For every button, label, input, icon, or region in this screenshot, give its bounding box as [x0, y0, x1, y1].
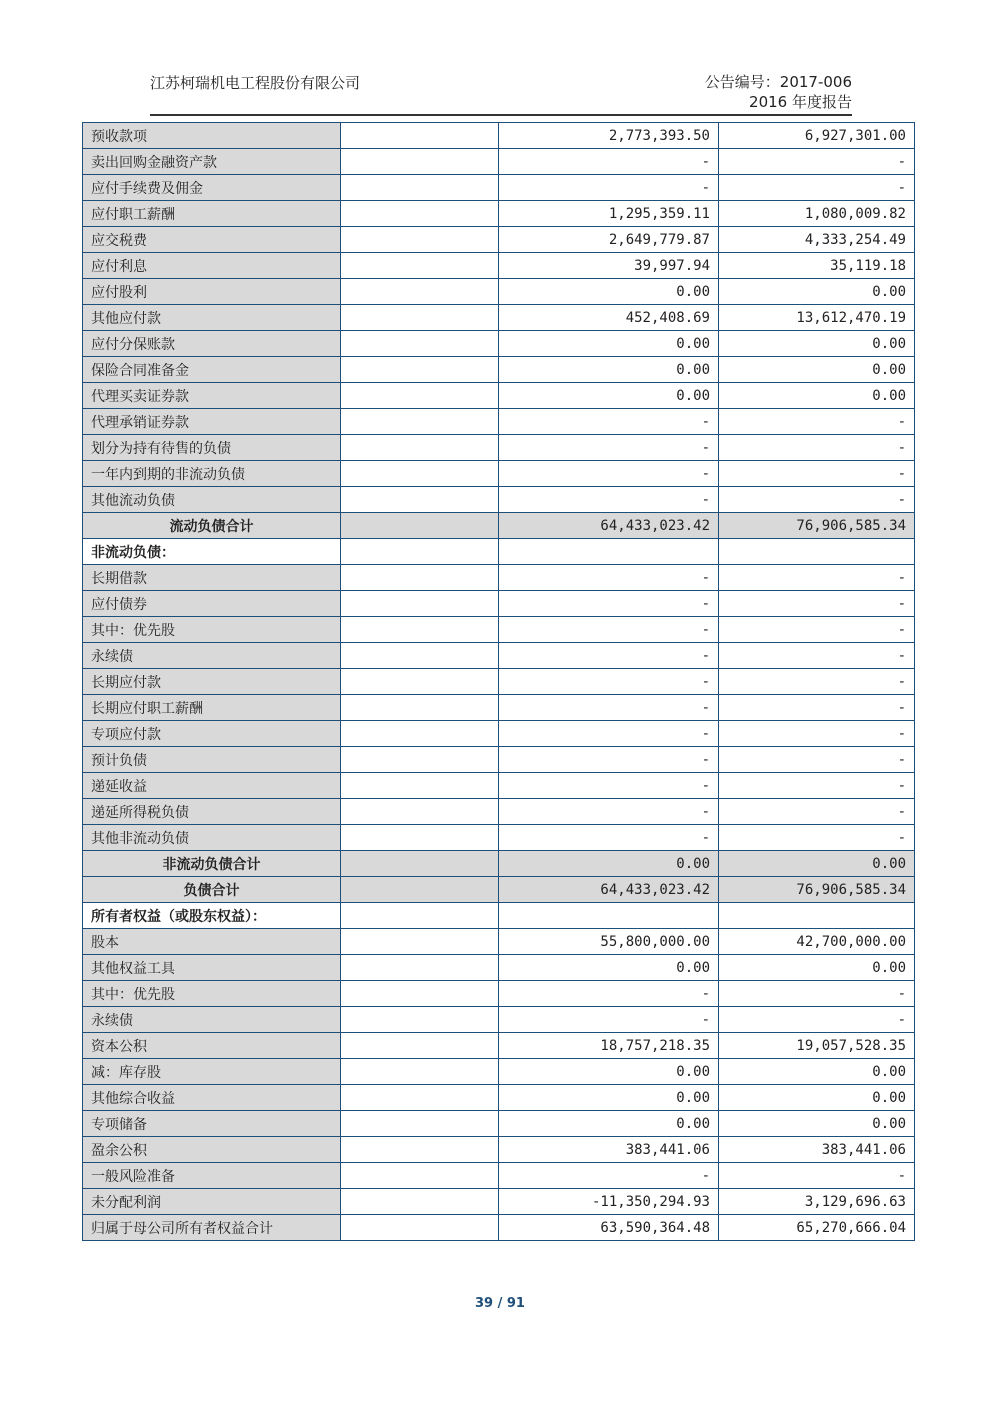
row-note [341, 981, 499, 1007]
table-row [83, 1007, 915, 1033]
row-value-current [499, 539, 719, 565]
row-value-prior: - [719, 487, 915, 513]
row-label: 负债合计 [83, 877, 341, 903]
row-value-current: - [499, 565, 719, 591]
row-value-prior: 0.00 [719, 1111, 915, 1137]
row-value-prior: 0.00 [719, 383, 915, 409]
row-note [341, 591, 499, 617]
row-value-current: - [499, 773, 719, 799]
row-value-prior: - [719, 643, 915, 669]
row-note [341, 331, 499, 357]
table-row [83, 565, 915, 591]
row-value-prior: - [719, 981, 915, 1007]
table-row [83, 1085, 915, 1111]
row-label: 非流动负债合计 [83, 851, 341, 877]
row-value-current: 0.00 [499, 331, 719, 357]
table-row [83, 305, 915, 331]
row-note [341, 435, 499, 461]
row-value-current: 0.00 [499, 383, 719, 409]
row-note [341, 487, 499, 513]
table-row [83, 1215, 915, 1241]
row-value-current: 0.00 [499, 851, 719, 877]
row-value-current: 64,433,023.42 [499, 877, 719, 903]
row-label: 永续债 [83, 643, 341, 669]
row-value-current: - [499, 721, 719, 747]
table-row [83, 1059, 915, 1085]
row-label: 卖出回购金融资产款 [83, 149, 341, 175]
row-value-prior: - [719, 149, 915, 175]
row-value-prior: 4,333,254.49 [719, 227, 915, 253]
row-label: 应交税费 [83, 227, 341, 253]
table-row [83, 409, 915, 435]
row-value-current: 63,590,364.48 [499, 1215, 719, 1241]
table-row [83, 617, 915, 643]
row-note [341, 1033, 499, 1059]
table-row [83, 1189, 915, 1215]
row-note [341, 695, 499, 721]
row-label: 一般风险准备 [83, 1163, 341, 1189]
row-label: 专项应付款 [83, 721, 341, 747]
row-value-current: - [499, 409, 719, 435]
row-note [341, 461, 499, 487]
row-label: 其他权益工具 [83, 955, 341, 981]
row-note [341, 1059, 499, 1085]
row-label: 其中：优先股 [83, 617, 341, 643]
row-value-current: 18,757,218.35 [499, 1033, 719, 1059]
row-value-prior [719, 539, 915, 565]
table-row [83, 201, 915, 227]
row-label: 流动负债合计 [83, 513, 341, 539]
row-value-prior: - [719, 435, 915, 461]
row-value-prior: 1,080,009.82 [719, 201, 915, 227]
table-row [83, 149, 915, 175]
row-value-prior: - [719, 565, 915, 591]
row-value-current: 0.00 [499, 1111, 719, 1137]
row-value-prior: - [719, 721, 915, 747]
row-value-current: 0.00 [499, 357, 719, 383]
row-value-prior: 65,270,666.04 [719, 1215, 915, 1241]
row-note [341, 747, 499, 773]
row-value-prior [719, 903, 915, 929]
row-label: 永续债 [83, 1007, 341, 1033]
row-value-current: - [499, 1163, 719, 1189]
balance-sheet-table [82, 122, 915, 1241]
row-note [341, 1137, 499, 1163]
row-label: 保险合同准备金 [83, 357, 341, 383]
row-note [341, 1085, 499, 1111]
row-value-current: 64,433,023.42 [499, 513, 719, 539]
row-value-current: 0.00 [499, 1059, 719, 1085]
row-value-current [499, 903, 719, 929]
row-note [341, 825, 499, 851]
table-row [83, 955, 915, 981]
row-note [341, 539, 499, 565]
row-label: 股本 [83, 929, 341, 955]
row-value-prior: - [719, 799, 915, 825]
row-label: 递延所得税负债 [83, 799, 341, 825]
notice-number: 公告编号：2017-006 [704, 73, 852, 91]
table-row [83, 1137, 915, 1163]
row-value-current: - [499, 669, 719, 695]
row-note [341, 851, 499, 877]
row-value-prior: 76,906,585.34 [719, 877, 915, 903]
row-note [341, 357, 499, 383]
table-section-row [83, 903, 915, 929]
report-title: 2016 年度报告 [749, 93, 852, 111]
row-value-current: 452,408.69 [499, 305, 719, 331]
row-note [341, 903, 499, 929]
table-row [83, 331, 915, 357]
row-label: 应付利息 [83, 253, 341, 279]
row-note [341, 1007, 499, 1033]
table-total-row [83, 851, 915, 877]
row-value-current: - [499, 981, 719, 1007]
table-row [83, 695, 915, 721]
table-row [83, 1111, 915, 1137]
row-value-prior: 0.00 [719, 851, 915, 877]
row-value-prior: 3,129,696.63 [719, 1189, 915, 1215]
row-value-prior: 76,906,585.34 [719, 513, 915, 539]
row-label: 代理承销证券款 [83, 409, 341, 435]
row-label: 专项储备 [83, 1111, 341, 1137]
row-value-current: - [499, 799, 719, 825]
row-value-prior: - [719, 175, 915, 201]
row-label: 递延收益 [83, 773, 341, 799]
row-note [341, 149, 499, 175]
row-value-prior: - [719, 773, 915, 799]
row-value-current: - [499, 1007, 719, 1033]
row-value-current: -11,350,294.93 [499, 1189, 719, 1215]
row-value-prior: 0.00 [719, 279, 915, 305]
row-label: 未分配利润 [83, 1189, 341, 1215]
row-value-current: - [499, 591, 719, 617]
row-note [341, 409, 499, 435]
row-label: 长期应付职工薪酬 [83, 695, 341, 721]
table-row [83, 1033, 915, 1059]
table-row [83, 773, 915, 799]
row-value-prior: 383,441.06 [719, 1137, 915, 1163]
row-label: 划分为持有待售的负债 [83, 435, 341, 461]
row-value-current: 1,295,359.11 [499, 201, 719, 227]
row-note [341, 877, 499, 903]
row-value-current: - [499, 825, 719, 851]
row-value-current: 55,800,000.00 [499, 929, 719, 955]
row-label: 减：库存股 [83, 1059, 341, 1085]
table-row [83, 799, 915, 825]
table-row [83, 721, 915, 747]
row-value-prior: 0.00 [719, 1059, 915, 1085]
row-note [341, 305, 499, 331]
row-value-prior: 42,700,000.00 [719, 929, 915, 955]
row-label: 应付股利 [83, 279, 341, 305]
table-total-row [83, 513, 915, 539]
row-label: 其他综合收益 [83, 1085, 341, 1111]
balance-sheet-body [83, 123, 915, 1241]
row-value-prior: - [719, 669, 915, 695]
table-row [83, 279, 915, 305]
row-label: 归属于母公司所有者权益合计 [83, 1215, 341, 1241]
row-value-current: - [499, 149, 719, 175]
row-label: 代理买卖证券款 [83, 383, 341, 409]
row-value-current: 2,773,393.50 [499, 123, 719, 149]
row-note [341, 721, 499, 747]
table-total-row [83, 877, 915, 903]
table-row [83, 1163, 915, 1189]
row-value-prior: - [719, 591, 915, 617]
row-value-prior: 0.00 [719, 331, 915, 357]
row-note [341, 1111, 499, 1137]
row-label: 其他流动负债 [83, 487, 341, 513]
row-value-current: 383,441.06 [499, 1137, 719, 1163]
row-value-current: - [499, 435, 719, 461]
table-row [83, 591, 915, 617]
table-row [83, 981, 915, 1007]
table-row [83, 487, 915, 513]
row-note [341, 513, 499, 539]
row-value-current: - [499, 747, 719, 773]
table-row [83, 747, 915, 773]
row-value-prior: - [719, 1007, 915, 1033]
row-note [341, 565, 499, 591]
row-value-prior: 0.00 [719, 357, 915, 383]
table-row [83, 435, 915, 461]
table-row [83, 825, 915, 851]
row-note [341, 253, 499, 279]
table-row [83, 123, 915, 149]
row-value-current: - [499, 487, 719, 513]
row-label: 应付职工薪酬 [83, 201, 341, 227]
row-label: 所有者权益（或股东权益）： [83, 903, 341, 929]
row-label: 其他应付款 [83, 305, 341, 331]
row-note [341, 799, 499, 825]
row-label: 预计负债 [83, 747, 341, 773]
row-label: 预收款项 [83, 123, 341, 149]
row-label: 非流动负债： [83, 539, 341, 565]
row-value-current: - [499, 643, 719, 669]
row-value-current: - [499, 617, 719, 643]
row-value-prior: - [719, 747, 915, 773]
row-value-current: 0.00 [499, 279, 719, 305]
row-note [341, 279, 499, 305]
row-note [341, 175, 499, 201]
company-name: 江苏柯瑞机电工程股份有限公司 [150, 74, 361, 92]
row-label: 其中：优先股 [83, 981, 341, 1007]
row-note [341, 123, 499, 149]
row-value-current: 39,997.94 [499, 253, 719, 279]
row-label: 应付债券 [83, 591, 341, 617]
row-value-prior: 6,927,301.00 [719, 123, 915, 149]
row-note [341, 1163, 499, 1189]
row-note [341, 201, 499, 227]
row-label: 资本公积 [83, 1033, 341, 1059]
table-row [83, 383, 915, 409]
row-note [341, 383, 499, 409]
row-value-prior: - [719, 461, 915, 487]
row-note [341, 955, 499, 981]
row-value-current: - [499, 695, 719, 721]
table-row [83, 643, 915, 669]
row-value-current: 2,649,779.87 [499, 227, 719, 253]
row-value-prior: - [719, 617, 915, 643]
row-value-prior: - [719, 409, 915, 435]
row-value-current: - [499, 175, 719, 201]
table-row [83, 669, 915, 695]
row-value-prior: 19,057,528.35 [719, 1033, 915, 1059]
table-row [83, 357, 915, 383]
row-label: 应付手续费及佣金 [83, 175, 341, 201]
row-value-prior: 0.00 [719, 955, 915, 981]
row-note [341, 773, 499, 799]
row-value-current: 0.00 [499, 1085, 719, 1111]
row-value-prior: - [719, 825, 915, 851]
row-label: 应付分保账款 [83, 331, 341, 357]
header-divider [150, 114, 852, 116]
row-label: 盈余公积 [83, 1137, 341, 1163]
row-value-prior: - [719, 1163, 915, 1189]
row-value-prior: 13,612,470.19 [719, 305, 915, 331]
row-label: 一年内到期的非流动负债 [83, 461, 341, 487]
table-row [83, 227, 915, 253]
row-value-prior: 0.00 [719, 1085, 915, 1111]
header-right [705, 72, 852, 112]
table-row [83, 461, 915, 487]
row-label: 其他非流动负债 [83, 825, 341, 851]
row-note [341, 669, 499, 695]
row-note [341, 227, 499, 253]
table-row [83, 253, 915, 279]
table-section-row [83, 539, 915, 565]
row-value-prior: 35,119.18 [719, 253, 915, 279]
row-note [341, 1189, 499, 1215]
row-note [341, 1215, 499, 1241]
row-value-current: - [499, 461, 719, 487]
row-value-prior: - [719, 695, 915, 721]
page-number: 39 / 91 [475, 1296, 525, 1311]
row-note [341, 643, 499, 669]
row-label: 长期应付款 [83, 669, 341, 695]
row-label: 长期借款 [83, 565, 341, 591]
table-row [83, 929, 915, 955]
row-note [341, 929, 499, 955]
row-value-current: 0.00 [499, 955, 719, 981]
row-note [341, 617, 499, 643]
table-row [83, 175, 915, 201]
